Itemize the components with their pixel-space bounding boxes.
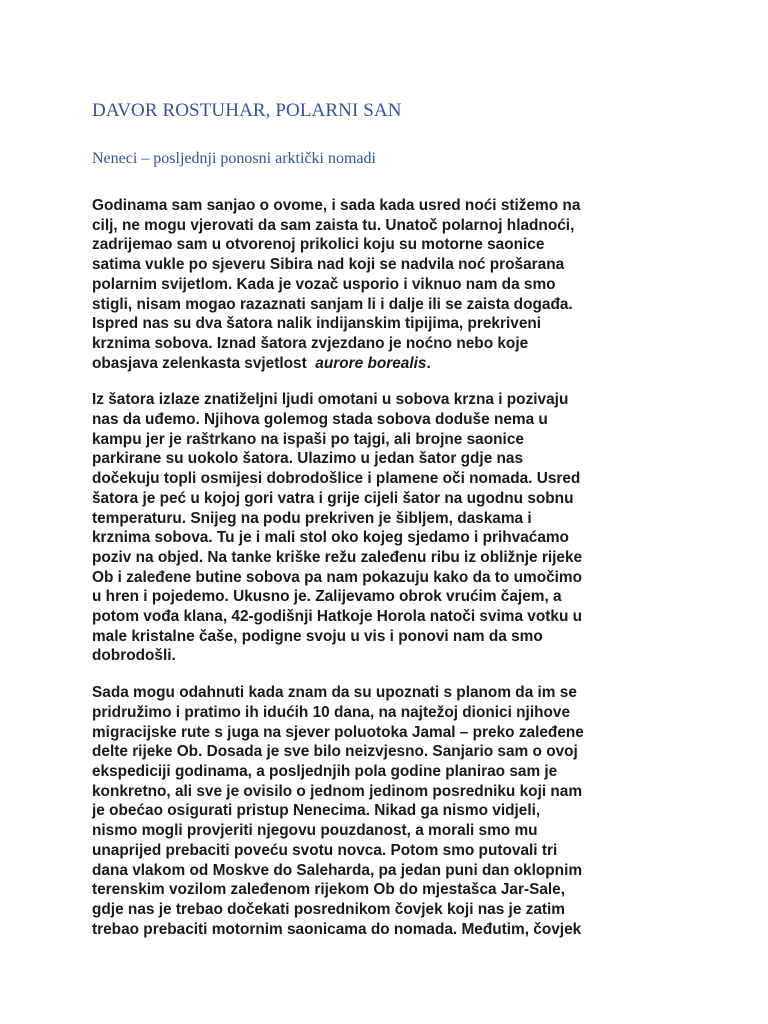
text-line: male kristalne čaše, podigne svoju u vis i ponovi nam da smo bbox=[92, 627, 543, 645]
text-line: delte rijeke Ob. Dosada je sve bilo neizvjesno. Sanjario sam o ovoj bbox=[92, 743, 578, 761]
text-line: satima vukle po sjeveru Sibira nad koji se nadvila noć prošarana bbox=[92, 256, 565, 274]
page-subtitle: Neneci – posljednji ponosni arktički nomadi bbox=[92, 150, 376, 167]
text-line: Sada mogu odahnuti kada znam da su upoznati s planom da im se bbox=[92, 684, 577, 702]
text-line: Iz šatora izlaze znatiželjni ljudi omotani u sobova krzna i pozivaju bbox=[92, 391, 569, 409]
text-line: trebao prebaciti motornim saonicama do nomada. Međutim, čovjek bbox=[92, 920, 582, 938]
text-line: krznima sobova. Tu je i mali stol oko kojeg sjedamo i prihvaćamo bbox=[92, 529, 569, 547]
text-line: šatora je peć u kojoj gori vatra i grije cijeli šator na ugodnu sobnu bbox=[92, 489, 574, 507]
text-line: polarnim svijetlom. Kada je vozač usporio i viknuo nam da smo bbox=[92, 275, 556, 293]
text-line: migracijske rute s juga na sjever poluotoka Jamal – preko zaleđene bbox=[92, 723, 584, 741]
text-line: Godinama sam sanjao o ovome, i sada kada usred noći stižemo na bbox=[92, 197, 581, 214]
text-line: kampu jer je raštrkano na ispaši po tajgi, ali brojne saonice bbox=[92, 430, 524, 448]
text-line: gdje nas je trebao dočekati posrednikom čovjek koji nas je zatim bbox=[92, 900, 565, 918]
text-line: temperaturu. Snijeg na podu prekriven je šibljem, daskama i bbox=[92, 509, 532, 527]
page-title: DAVOR ROSTUHAR, POLARNI SAN bbox=[92, 100, 402, 121]
text-line: Ob i zaleđene butine sobova pa nam pokazuju kako da to umočimo bbox=[92, 568, 583, 586]
text-line: je obećao osigurati pristup Nenecima. Nikad ga nismo vidjeli, bbox=[92, 802, 541, 820]
text-line: krznima sobova. Iznad šatora zvjezdano je noćno nebo koje bbox=[92, 334, 529, 352]
text-line: Ispred nas su dva šatora nalik indijanskim tipijima, prekriveni bbox=[92, 315, 542, 333]
text-line: stigli, nisam mogao razaznati sanjam li i dalje ili se zaista događa. bbox=[92, 295, 573, 313]
article-body bbox=[92, 196, 682, 956]
text-line: zadrijemao sam u otvorenoj prikolici koju su motorne saonice bbox=[92, 236, 545, 254]
paragraph-2 bbox=[92, 390, 682, 666]
text-line: dočekuju topli osmijesi dobrodošlice i plamene oči nomada. Usred bbox=[92, 470, 581, 488]
text-line: dobrodošli. bbox=[92, 647, 176, 665]
italic-phrase: aurore borealis bbox=[315, 354, 427, 372]
text-line: nismo mogli provjeriti njegovu pouzdanost, a morali smo mu bbox=[92, 822, 538, 840]
text-line-last bbox=[92, 354, 682, 374]
text-line: parkirane su uokolo šatora. Ulazimo u jedan šator gdje nas bbox=[92, 450, 524, 468]
text-line: pridružimo i pratimo ih idućih 10 dana, na najtežoj dionici njihove bbox=[92, 703, 571, 721]
text-line: dana vlakom od Moskve do Saleharda, pa jedan puni dan oklopnim bbox=[92, 861, 583, 879]
paragraph-1 bbox=[92, 196, 682, 373]
text-line: poziv na objed. Na tanke kriške režu zaleđenu ribu iz obližnje rijeke bbox=[92, 548, 583, 566]
text-line: konkretno, ali sve je ovisilo o jednom jedinom posredniku koji nam bbox=[92, 782, 583, 800]
text-line: nas da uđemo. Njihova golemog stada sobova doduše nema u bbox=[92, 411, 548, 429]
text-line: ekspediciji godinama, a posljednjih pola godine planirao sam je bbox=[92, 762, 558, 780]
text-line: cilj, ne mogu vjerovati da sam zaista tu. Unatoč polarnoj hladnoći, bbox=[92, 216, 575, 234]
text-segment: obasjava zelenkasta svjetlost bbox=[92, 354, 316, 372]
text-line: potom vođa klana, 42-godišnji Hatkoje Horola natoči svima votku u bbox=[92, 608, 583, 626]
text-segment: . bbox=[426, 354, 431, 372]
paragraph-3 bbox=[92, 683, 682, 939]
text-line: u hren i pojedemo. Ukusno je. Zalijevamo obrok vrućim čajem, a bbox=[92, 588, 562, 606]
text-line: terenskim vozilom zaleđenom rijekom Ob do mjestašca Jar-Sale, bbox=[92, 881, 566, 899]
text-line: unaprijed prebaciti poveću svotu novca. Potom smo putovali tri bbox=[92, 841, 558, 859]
